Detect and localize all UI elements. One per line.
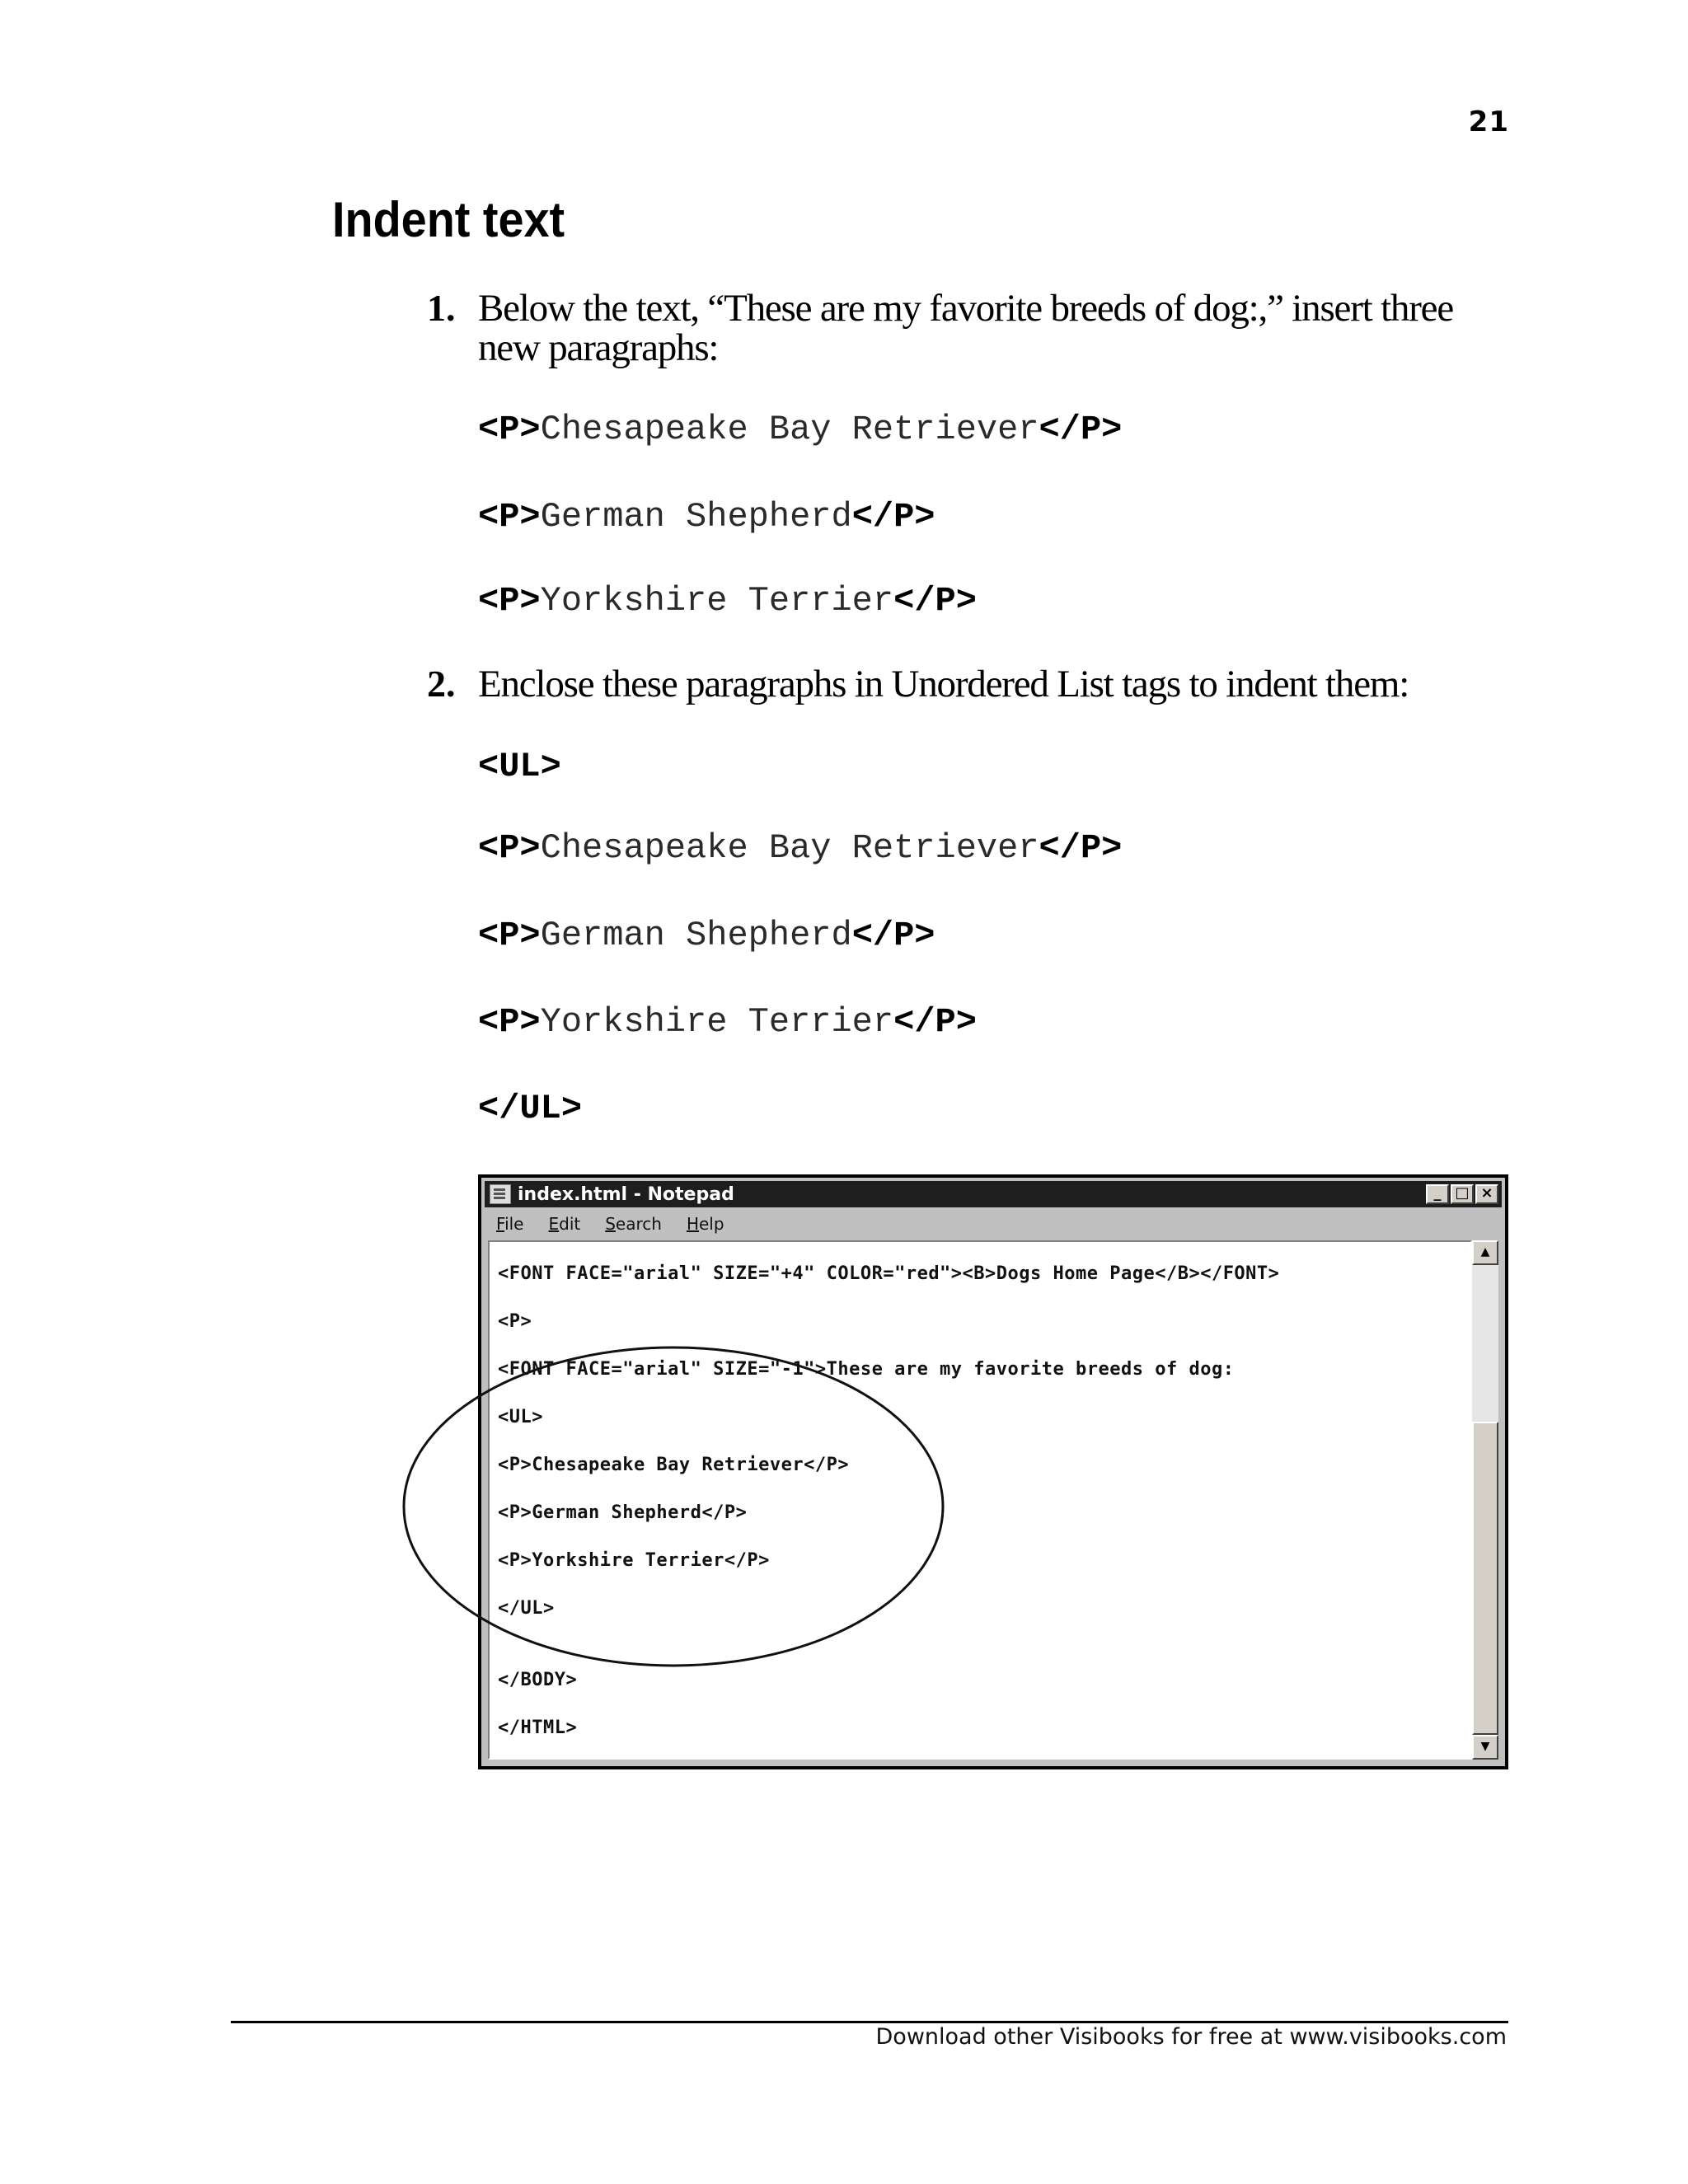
editor-line: <P>Yorkshire Terrier</P> [498,1550,770,1571]
step-text: Below the text, “These are my favorite breeds of dog:,” insert three new paragraphs: [478,287,1453,369]
maximize-button[interactable]: □ [1451,1184,1474,1204]
code-line: <P>Chesapeake Bay Retriever</P> [478,828,1123,868]
minimize-button[interactable]: _ [1426,1184,1449,1204]
editor-line: <FONT FACE="arial" SIZE="-1">These are my favorite breeds of dog: [498,1359,1235,1380]
step-1 [427,288,1515,368]
notepad-window [478,1174,1508,1769]
menu-bar [485,1211,1502,1237]
code-line: <P>German Shepherd</P> [478,497,935,537]
page-number: 21 [1468,105,1509,138]
step-2 [427,664,1515,704]
step-text: Enclose these paragraphs in Unordered List tags to indent them: [478,663,1409,705]
close-button[interactable]: × [1475,1184,1498,1204]
menu-help[interactable]: Help [686,1214,724,1234]
section-title: Indent text [332,192,565,247]
editor-line: <FONT FACE="arial" SIZE="+4" COLOR="red"><B>Dogs Home Page</B></FONT> [498,1263,1280,1284]
code-line: </UL> [478,1089,583,1128]
editor-line: <P>Chesapeake Bay Retriever</P> [498,1455,850,1475]
notepad-icon [490,1184,511,1204]
code-line: <P>Yorkshire Terrier</P> [478,1002,977,1042]
title-bar[interactable] [485,1181,1502,1207]
scroll-down-button[interactable]: ▼ [1472,1735,1498,1760]
editor-line: <P>German Shepherd</P> [498,1502,748,1523]
step-number: 1. [427,287,456,329]
text-editor[interactable] [488,1240,1472,1760]
editor-line: </BODY> [498,1670,578,1690]
footer-text: Download other Visibooks for free at www.visibooks.com [875,2024,1507,2050]
menu-edit[interactable]: Edit [548,1214,581,1234]
editor-line: </UL> [498,1598,555,1619]
code-line: <P>Chesapeake Bay Retriever</P> [478,410,1123,449]
code-line: <UL> [478,747,561,786]
code-line: <P>German Shepherd</P> [478,916,935,955]
window-title: index.html - Notepad [518,1183,734,1205]
scroll-thumb[interactable] [1472,1422,1498,1735]
code-line: <P>Yorkshire Terrier</P> [478,581,977,621]
menu-file[interactable]: File [496,1214,524,1234]
scroll-up-button[interactable]: ▲ [1472,1240,1498,1265]
window-controls [1426,1184,1498,1204]
vertical-scrollbar[interactable] [1472,1240,1498,1760]
editor-line: <UL> [498,1407,543,1427]
step-number: 2. [427,663,456,705]
menu-search[interactable]: Search [605,1214,662,1234]
editor-line: <P> [498,1311,532,1332]
editor-line: </HTML> [498,1718,578,1738]
footer-divider [231,2021,1508,2023]
